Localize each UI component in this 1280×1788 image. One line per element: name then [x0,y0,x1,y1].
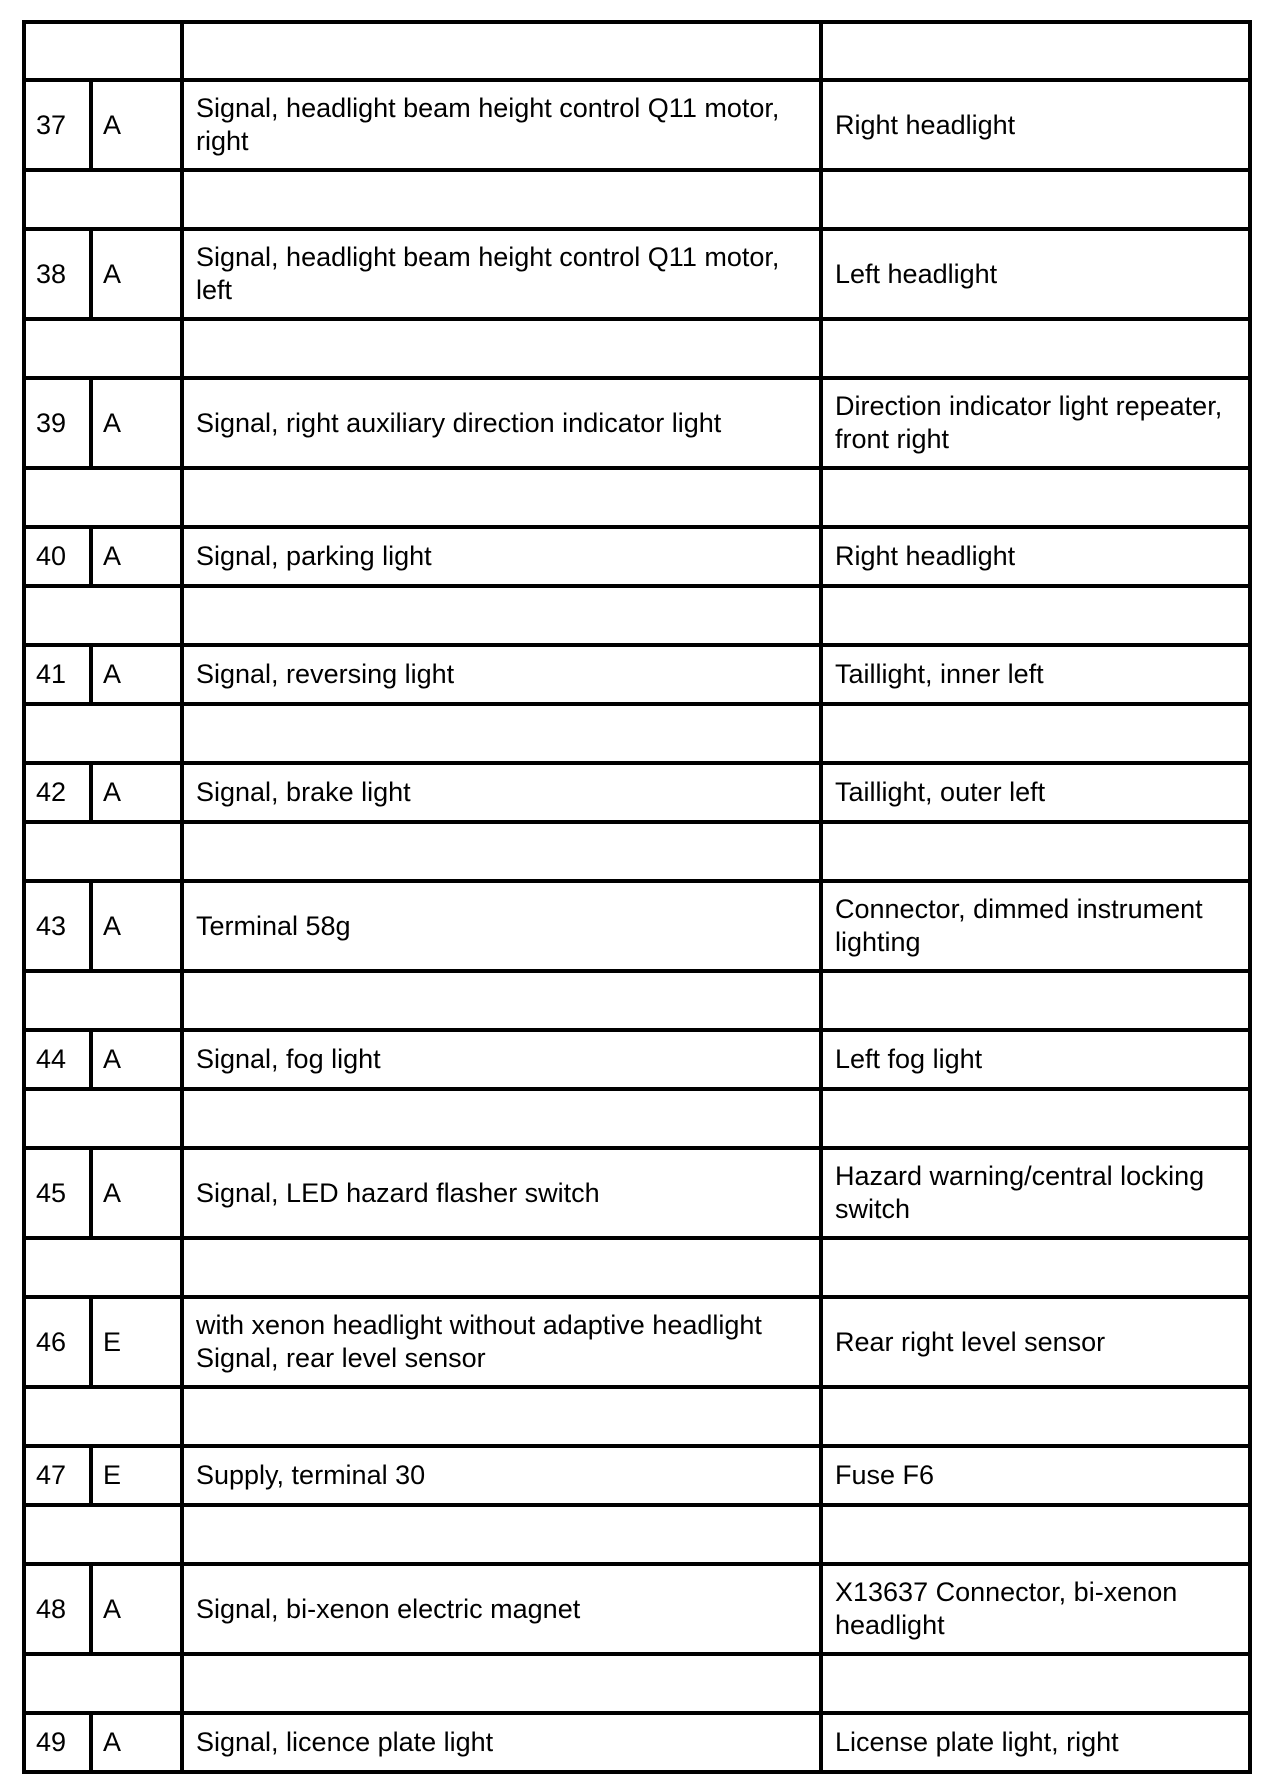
table-row [24,1564,1250,1654]
table-cell-empty [182,704,821,763]
table-cell-empty [821,586,1250,645]
table-spacer-row [24,22,1250,80]
pin-number: 38 [24,229,91,319]
signal-destination: Direction indicator light repeater, front right [821,378,1250,468]
table-cell-empty [24,468,182,527]
signal-description: with xenon headlight without adaptive headlight Signal, rear level sensor [182,1297,821,1387]
signal-direction: A [91,527,182,586]
table-row [24,1446,1250,1505]
table-cell-empty [182,1238,821,1297]
signal-destination: Right headlight [821,527,1250,586]
signal-direction: A [91,881,182,971]
signal-destination: Hazard warning/central locking switch [821,1148,1250,1238]
table-cell-empty [821,822,1250,881]
pin-number: 39 [24,378,91,468]
table-cell-empty [24,586,182,645]
signal-direction: A [91,645,182,704]
signal-direction: A [91,1713,182,1772]
pin-number: 37 [24,80,91,170]
signal-description: Signal, brake light [182,763,821,822]
signal-destination: Fuse F6 [821,1446,1250,1505]
table-cell-empty [821,1387,1250,1446]
table-cell-empty [24,22,182,80]
table-cell-empty [24,704,182,763]
signal-description: Signal, LED hazard flasher switch [182,1148,821,1238]
table-row [24,80,1250,170]
pin-number: 48 [24,1564,91,1654]
pin-number: 42 [24,763,91,822]
table-cell-empty [24,1654,182,1713]
signal-destination: Rear right level sensor [821,1297,1250,1387]
table-spacer-row [24,1654,1250,1713]
table-cell-empty [821,1238,1250,1297]
signal-direction: A [91,763,182,822]
table-cell-empty [821,1505,1250,1564]
table-cell-empty [182,170,821,229]
signal-description: Signal, bi-xenon electric magnet [182,1564,821,1654]
table-cell-empty [821,170,1250,229]
signal-direction: A [91,1564,182,1654]
signal-description: Terminal 58g [182,881,821,971]
pin-number: 43 [24,881,91,971]
table-cell-empty [821,1654,1250,1713]
table-row [24,645,1250,704]
table-spacer-row [24,319,1250,378]
table-cell-empty [821,468,1250,527]
table-cell-empty [24,1238,182,1297]
signal-direction: A [91,378,182,468]
signal-direction: A [91,1030,182,1089]
table-row [24,1713,1250,1772]
signal-destination: Taillight, inner left [821,645,1250,704]
table-cell-empty [182,1654,821,1713]
pin-number: 44 [24,1030,91,1089]
signal-direction: A [91,1148,182,1238]
table-cell-empty [182,319,821,378]
signal-description: Signal, right auxiliary direction indicator light [182,378,821,468]
signal-direction: A [91,229,182,319]
table-cell-empty [821,704,1250,763]
pin-number: 49 [24,1713,91,1772]
table-cell-empty [182,22,821,80]
table-cell-empty [24,1089,182,1148]
table-cell-empty [182,586,821,645]
signal-description: Signal, reversing light [182,645,821,704]
pin-number: 41 [24,645,91,704]
signal-description: Supply, terminal 30 [182,1446,821,1505]
table-cell-empty [182,1505,821,1564]
table-spacer-row [24,1387,1250,1446]
table-row [24,881,1250,971]
table-row [24,527,1250,586]
table-row [24,1297,1250,1387]
table-row [24,229,1250,319]
pin-number: 47 [24,1446,91,1505]
table-cell-empty [182,971,821,1030]
table-cell-empty [182,1387,821,1446]
table-cell-empty [821,1089,1250,1148]
signal-destination: X13637 Connector, bi-xenon headlight [821,1564,1250,1654]
table-spacer-row [24,822,1250,881]
pin-number: 46 [24,1297,91,1387]
signal-description: Signal, headlight beam height control Q11 motor, left [182,229,821,319]
signal-destination: Taillight, outer left [821,763,1250,822]
table-cell-empty [24,319,182,378]
table-spacer-row [24,971,1250,1030]
table-cell-empty [24,170,182,229]
signal-direction: A [91,80,182,170]
table-spacer-row [24,170,1250,229]
pin-number: 45 [24,1148,91,1238]
signal-direction: E [91,1297,182,1387]
table-cell-empty [821,319,1250,378]
table-spacer-row [24,1505,1250,1564]
table-cell-empty [24,822,182,881]
table-spacer-row [24,468,1250,527]
table-cell-empty [821,22,1250,80]
table-spacer-row [24,586,1250,645]
table-row [24,1030,1250,1089]
table-spacer-row [24,1089,1250,1148]
table-cell-empty [182,822,821,881]
table-cell-empty [821,971,1250,1030]
pin-number: 40 [24,527,91,586]
signal-description: Signal, headlight beam height control Q11 motor, right [182,80,821,170]
table-row [24,378,1250,468]
table-cell-empty [182,1089,821,1148]
table-spacer-row [24,704,1250,763]
table-cell-empty [24,1505,182,1564]
table-spacer-row [24,1238,1250,1297]
table-cell-empty [182,468,821,527]
table-row [24,1148,1250,1238]
signal-destination: License plate light, right [821,1713,1250,1772]
signal-destination: Right headlight [821,80,1250,170]
signal-destination: Left fog light [821,1030,1250,1089]
signal-destination: Left headlight [821,229,1250,319]
pin-assignment-table [22,20,1252,1774]
table-cell-empty [24,971,182,1030]
table-row [24,763,1250,822]
signal-destination: Connector, dimmed instrument lighting [821,881,1250,971]
signal-description: Signal, fog light [182,1030,821,1089]
table-cell-empty [24,1387,182,1446]
signal-direction: E [91,1446,182,1505]
signal-description: Signal, parking light [182,527,821,586]
signal-description: Signal, licence plate light [182,1713,821,1772]
